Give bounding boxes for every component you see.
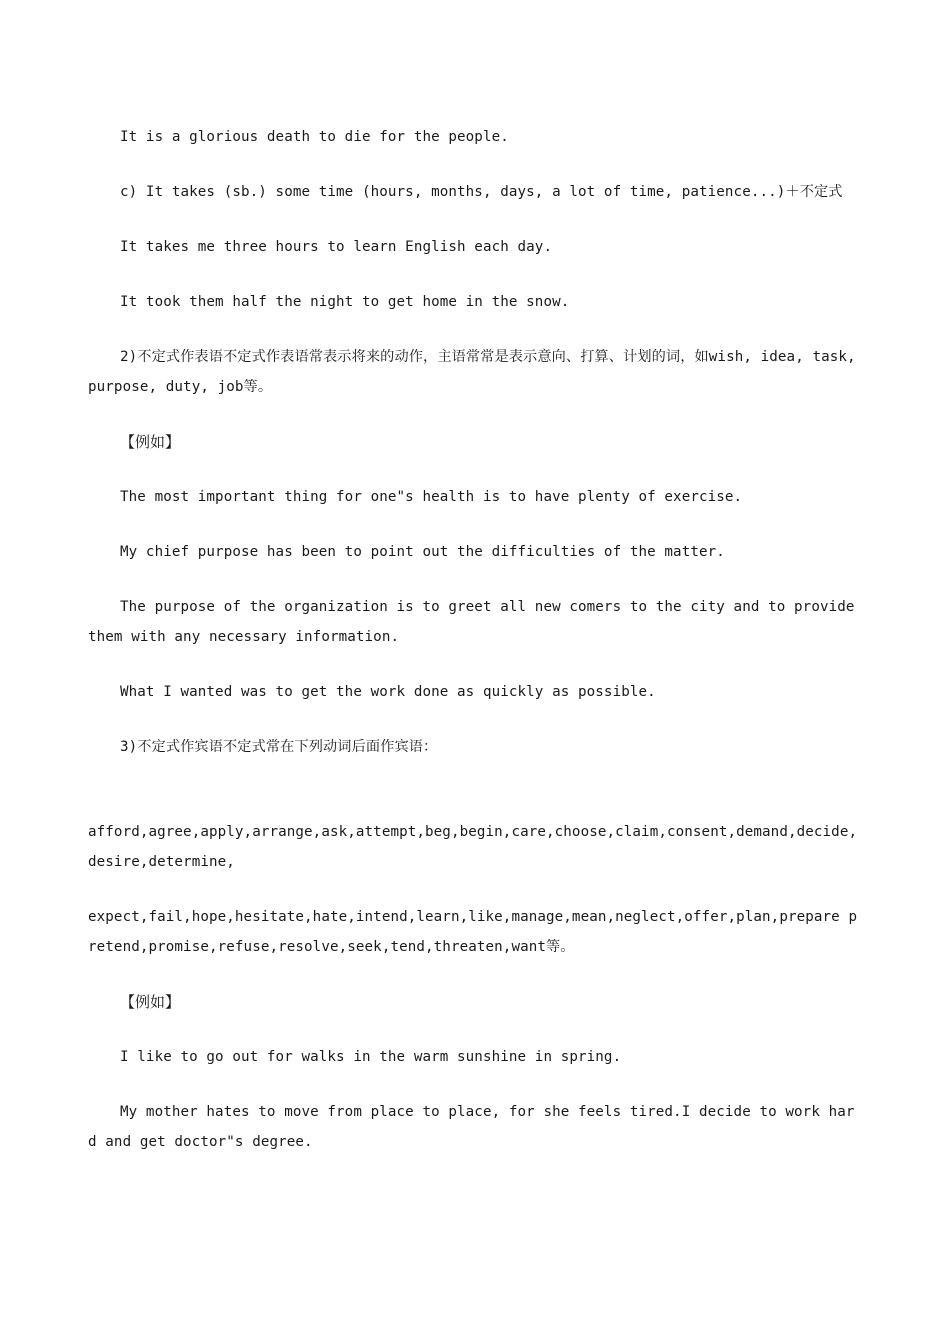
rule-predicative: 2)不定式作表语不定式作表语常表示将来的动作，主语常常是表示意向、打算、计划的词，如wish, idea, task, purpose, duty, job等。 [88, 349, 865, 395]
rule-object: 3)不定式作宾语不定式常在下列动词后面作宾语： [120, 739, 438, 755]
example-sentence: It took them half the night to get home in the snow. [120, 294, 570, 310]
example-sentence: I like to go out for walks in the warm sunshine in spring. [120, 1049, 622, 1065]
example-sentence: It is a glorious death to die for the people. [120, 129, 509, 145]
example-sentence: What I wanted was to get the work done as quickly as possible. [120, 684, 656, 700]
verb-list: afford,agree,apply,arrange,ask,attempt,beg,begin,care,choose,claim,consent,demand,decide,desire,determine, [88, 824, 858, 870]
example-sentence: My mother hates to move from place to place, for she feels tired.I decide to work hard and get doctor"s degree. [88, 1104, 855, 1150]
rule-c: c) It takes (sb.) some time (hours, months, days, a lot of time, patience...)＋不定式 [120, 184, 843, 200]
example-sentence: The purpose of the organization is to greet all new comers to the city and to provide them with any necessary information. [88, 599, 864, 645]
example-label: 【例如】 [120, 993, 181, 1011]
example-sentence: My chief purpose has been to point out the difficulties of the matter. [120, 544, 725, 560]
verb-list: expect,fail,hope,hesitate,hate,intend,learn,like,manage,mean,neglect,offer,plan,prepare pretend,promise,refuse,resolve,seek,tend,threaten,want等。 [88, 909, 858, 955]
example-label: 【例如】 [120, 433, 181, 451]
example-sentence: It takes me three hours to learn English each day. [120, 239, 553, 255]
example-sentence: The most important thing for one"s health is to have plenty of exercise. [120, 489, 743, 505]
